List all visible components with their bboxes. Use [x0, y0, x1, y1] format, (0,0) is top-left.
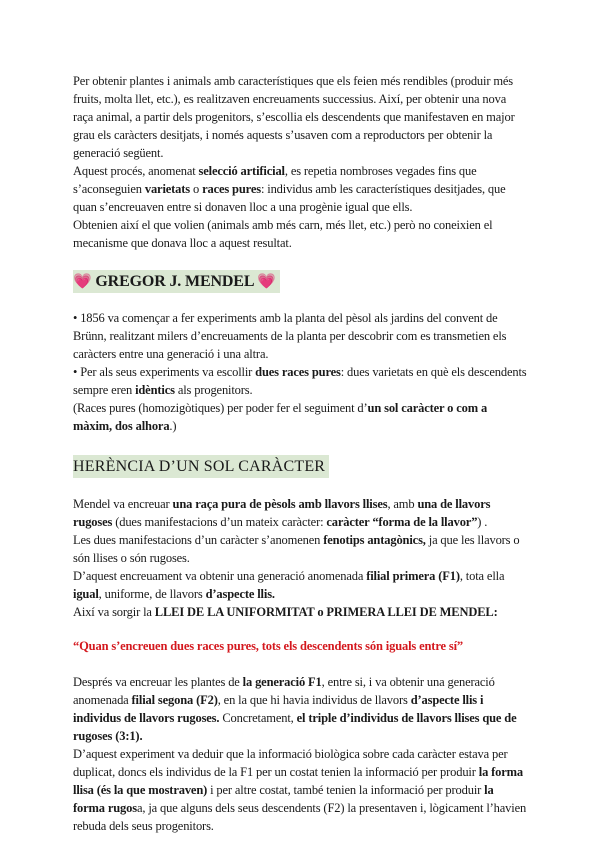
section-heading-mendel	[73, 270, 280, 293]
law-quote: “Quan s’encreuen dues races pures, tots els descendents són iguals entre sí”	[73, 639, 464, 653]
heart-icon: 💗	[73, 274, 92, 290]
herencia-paragraph-4: Així va sorgir la LLEI DE LA UNIFORMITAT o PRIMERA LLEI DE MENDEL:	[73, 605, 498, 619]
section-heading-herencia: HERÈNCIA D’UN SOL CARÀCTER	[73, 455, 329, 478]
herencia-paragraph-6: D’aquest experiment va deduir que la informació biològica sobre cada caràcter estava per duplicat, doncs els individus de la F1 per un costat tenien la informació per produir la forma llisa (és la que mostraven) i per altre costat, també tenien la informació per produir la forma rugosa, ja que alguns dels seus descendents (F2) la presentaven i, lògicament l’havien rebuda dels seus progenitors.	[73, 747, 527, 833]
mendel-bullet-1: • 1856 va començar a fer experiments amb la planta del pèsol als jardins del convent de Brünn, realitzant milers d’encreuaments de la planta per descobrir com es transmetien els caràcters entre una generació i una altra.	[73, 311, 507, 361]
intro-paragraph-1: Per obtenir plantes i animals amb característiques que els feien més rendibles (produir més fruits, molta llet, etc.), es realitzaven encreuaments successius. Així, per obtenir una nova raça animal, a partir dels progenitors, s’escollia els descendents que manifestaven en major grau els caràcters desitjats, i només aquests s’usaven com a reproductors per obtenir la generació següent.	[73, 74, 515, 160]
mendel-note: (Races pures (homozigòtiques) per poder fer el seguiment d’un sol caràcter o com a màxim, dos alhora.)	[73, 401, 488, 433]
herencia-paragraph-5: Després va encreuar les plantes de la generació F1, entre si, i va obtenir una generació anomenada filial segona (F2), en la que hi havia individus de llavors d’aspecte llis i individus de llavors rugoses. Concretament, el triple d’individus de llavors llises que de rugoses (3:1).	[73, 675, 517, 743]
intro-paragraph-2: Aquest procés, anomenat selecció artificial, es repetia nombroses vegades fins que s’aconseguien varietats o races pures: individus amb les característiques desitjades, que quan s’encreuaven entre si donaven lloc a una progènie igual que ells.	[73, 164, 506, 214]
mendel-bullet-2: • Per als seus experiments va escollir dues races pures: dues varietats en què els descendents sempre eren idèntics als progenitors.	[73, 365, 527, 397]
heart-icon: 💗	[257, 274, 276, 290]
herencia-paragraph-2: Les dues manifestacions d’un caràcter s’anomenen fenotips antagònics, ja que les llavors o són llises o són rugoses.	[73, 533, 520, 565]
heading-text: GREGOR J. MENDEL	[95, 273, 254, 290]
intro-paragraph-3: Obtenien així el que volien (animals amb més carn, més llet, etc.) però no coneixien el mecanisme que donava lloc a aquest resultat.	[73, 218, 493, 250]
document-page	[73, 72, 528, 835]
herencia-paragraph-3: D’aquest encreuament va obtenir una generació anomenada filial primera (F1), tota ella igual, uniforme, de llavors d’aspecte llis.	[73, 569, 505, 601]
herencia-paragraph-1: Mendel va encreuar una raça pura de pèsols amb llavors llises, amb una de llavors rugoses (dues manifestacions d’un mateix caràcter: caràcter “forma de la llavor”) .	[73, 497, 491, 529]
